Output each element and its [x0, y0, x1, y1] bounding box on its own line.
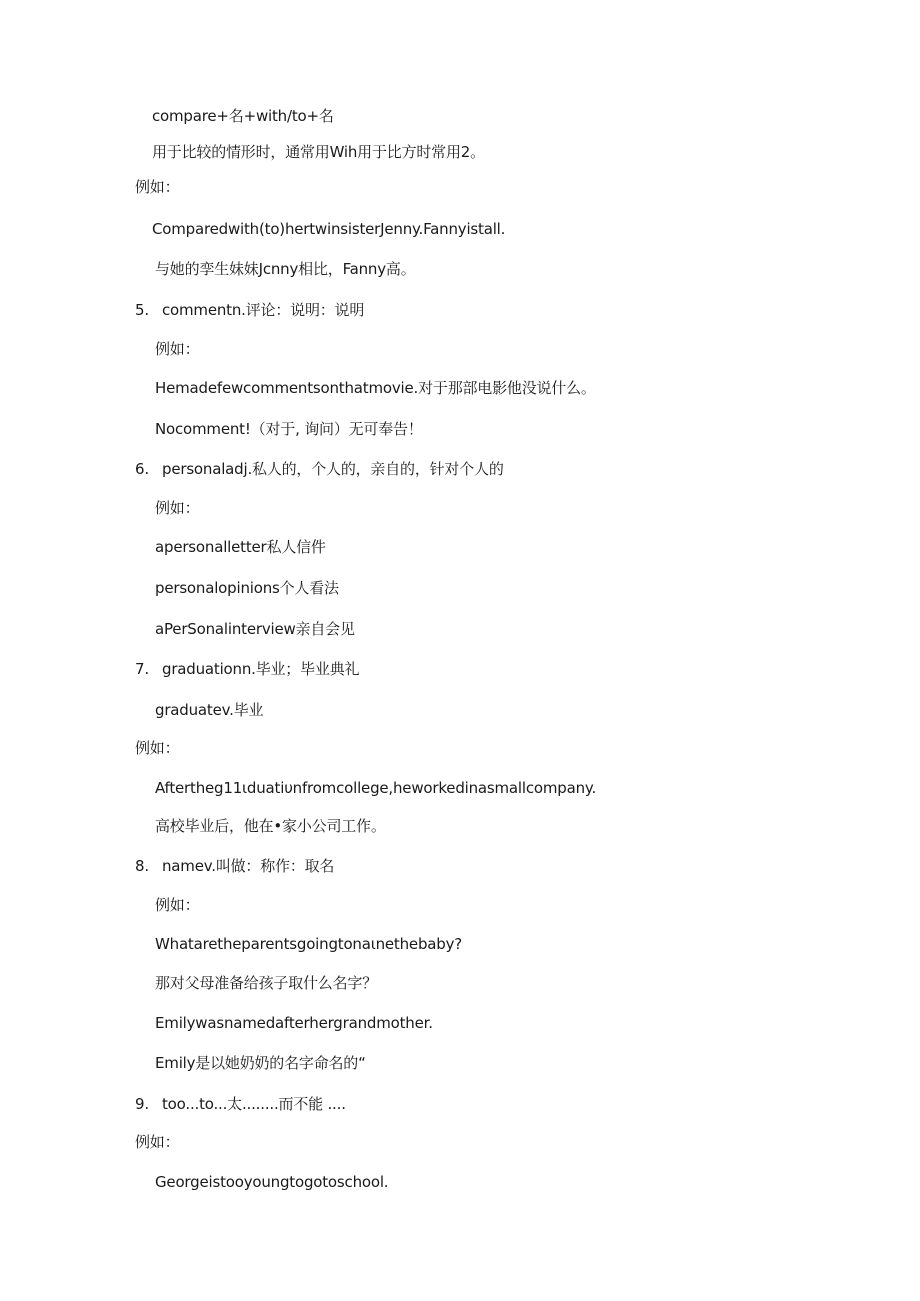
example-label: 例如：: [135, 178, 180, 196]
item-text: too...to...太........而不能 ....: [162, 1095, 346, 1113]
item-text: personaladj.私人的，个人的，亲自的，针对个人的: [162, 460, 504, 478]
text-line: Hemadefewcommentsonthatmovie.对于那部电影他没说什么。: [155, 379, 596, 397]
example-label: 例如：: [155, 896, 200, 914]
text-line: graduatev.毕业: [155, 701, 264, 719]
item-number: 6.: [135, 460, 149, 478]
text-line: Aftertheg11ιduatiυnfromcollege,heworkedinasmallcompany.: [155, 779, 597, 797]
text-line: compare+名+with/to+名: [152, 107, 334, 125]
item-text: commentn.评论：说明：说明: [162, 301, 365, 319]
item-number: 7.: [135, 660, 149, 678]
text-line: Nocomment!（对于, 询问）无可奉告！: [155, 420, 423, 438]
item-text: namev.叫做：称作：取名: [162, 857, 335, 875]
text-line: aPerSonalinterview亲自会见: [155, 620, 355, 638]
text-line: Georgeistooyoungtogotoschool.: [155, 1173, 389, 1191]
text-line: personalopinions个人看法: [155, 579, 339, 597]
text-line: Emily是以她奶奶的名字命名的“: [155, 1054, 366, 1072]
example-label: 例如：: [135, 1133, 180, 1151]
item-number: 8.: [135, 857, 149, 875]
text-line: apersonalletter私人信件: [155, 538, 326, 556]
text-line: 与她的孪生妹妹Jcnny相比，Fanny高。: [155, 260, 416, 278]
example-label: 例如：: [135, 739, 180, 757]
numbered-item: [135, 459, 504, 479]
item-number: 9.: [135, 1095, 149, 1113]
text-line: Comparedwith(to)hertwinsisterJenny.Fannyistall.: [152, 220, 506, 238]
example-label: 例如：: [155, 340, 200, 358]
numbered-item: [135, 300, 364, 320]
text-line: 那对父母准备给孩子取什么名字？: [155, 974, 378, 992]
numbered-item: [135, 659, 359, 679]
text-line: 用于比较的情形时，通常用Wih用于比方时常用2。: [152, 143, 485, 161]
text-line: 高校毕业后，他在•家小公司工作。: [155, 817, 386, 835]
example-label: 例如：: [155, 499, 200, 517]
item-number: 5.: [135, 301, 149, 319]
numbered-item: [135, 856, 334, 876]
text-line: Emilywasnamedafterhergrandmother.: [155, 1014, 433, 1032]
item-text: graduationn.毕业；毕业典礼: [162, 660, 360, 678]
numbered-item: [135, 1094, 346, 1114]
text-line: Whataretheparentsgoingtonaιnethebaby?: [155, 935, 463, 953]
